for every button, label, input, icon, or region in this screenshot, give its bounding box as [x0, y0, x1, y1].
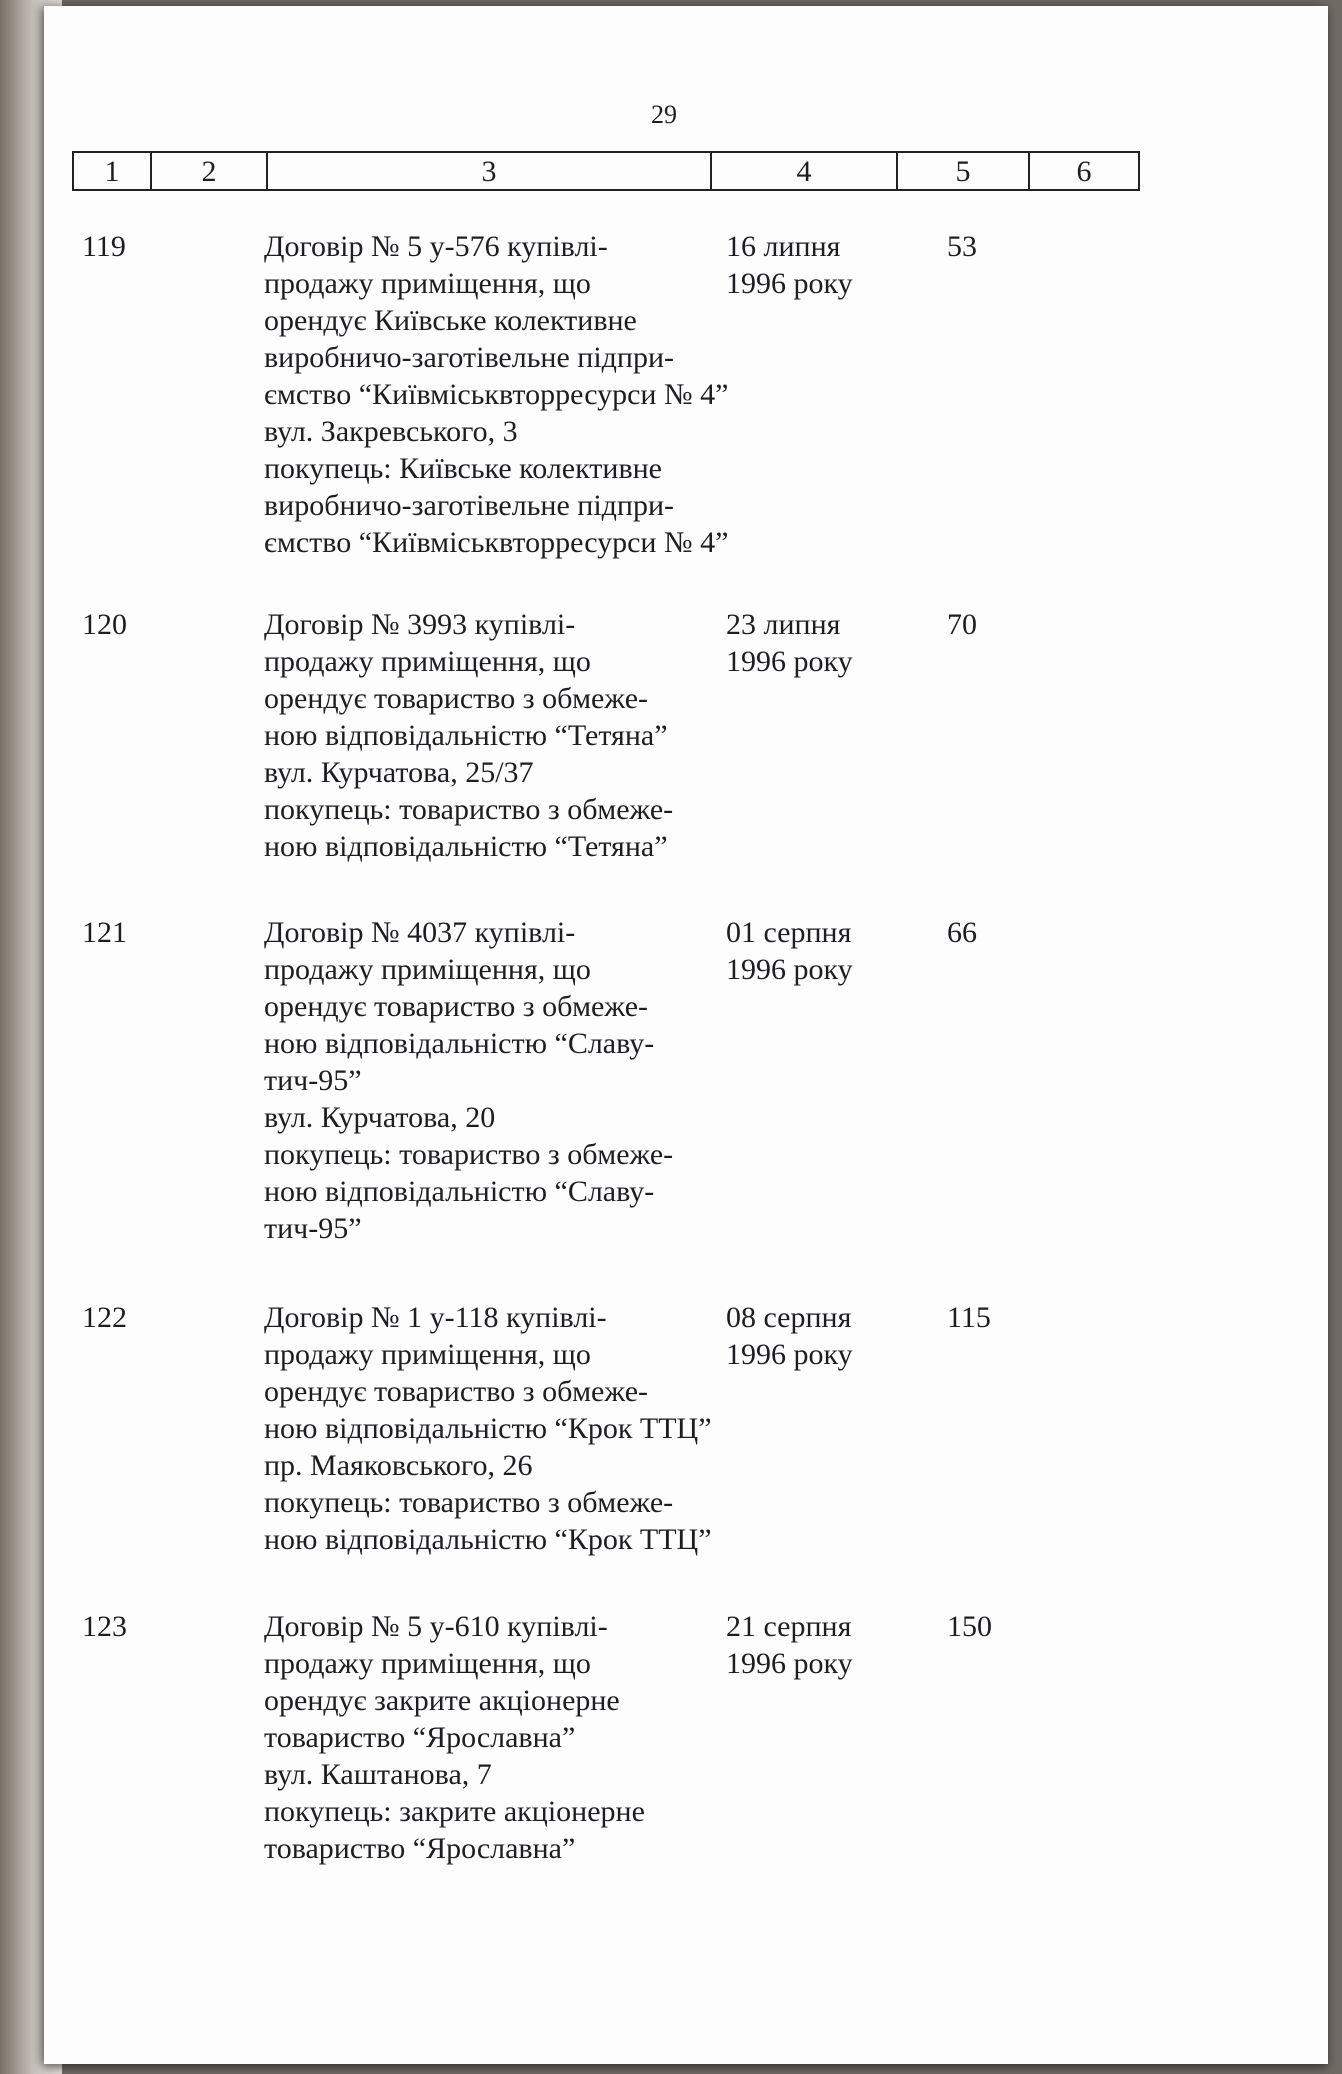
- row-date: [726, 1608, 906, 1682]
- document-page: [44, 6, 1328, 2064]
- column-header-4: 4: [712, 153, 898, 189]
- description-line: вул. Курчатова, 20: [264, 1101, 496, 1134]
- description-line: покупець: товариство з обмеже-: [264, 793, 674, 826]
- description-line: орендує товариство з обмеже-: [264, 1375, 649, 1408]
- description-line: ємство “Київміськвторресурси № 4”: [264, 526, 729, 559]
- row-col5-value: 115: [947, 1301, 991, 1334]
- description-line: продажу приміщення, що: [264, 645, 591, 678]
- row-description: [264, 1299, 804, 1558]
- description-line: покупець: товариство з обмеже-: [264, 1486, 674, 1519]
- description-line: ною відповідальністю “Крок ТТЦ”: [264, 1412, 712, 1445]
- date-line: 1996 року: [726, 645, 853, 678]
- row-date: [726, 914, 906, 988]
- row-date: [726, 228, 906, 302]
- description-line: товариство “Ярославна”: [264, 1832, 576, 1865]
- description-line: Договір № 4037 купівлі-: [264, 916, 576, 949]
- row-col5-value: 150: [947, 1610, 992, 1643]
- date-line: 1996 року: [726, 267, 853, 300]
- description-line: ною відповідальністю “Тетяна”: [264, 719, 668, 752]
- description-line: пр. Маяковського, 26: [264, 1449, 533, 1482]
- column-header-3: 3: [268, 153, 712, 189]
- description-line: виробничо-заготівельне підпри-: [264, 341, 675, 374]
- column-header-6: 6: [1076, 155, 1092, 188]
- row-description: [264, 914, 804, 1247]
- row-number: 119: [82, 230, 126, 263]
- description-line: ємство “Київміськвторресурси № 4”: [264, 378, 729, 411]
- description-line: вул. Каштанова, 7: [264, 1758, 492, 1791]
- date-line: 21 серпня: [726, 1610, 852, 1643]
- row-col5-value: 66: [947, 916, 977, 949]
- description-line: виробничо-заготівельне підпри-: [264, 489, 675, 522]
- description-line: покупець: товариство з обмеже-: [264, 1138, 674, 1171]
- description-line: орендує товариство з обмеже-: [264, 682, 649, 715]
- date-line: 23 липня: [726, 608, 841, 641]
- description-line: Договір № 3993 купівлі-: [264, 608, 576, 641]
- date-line: 1996 року: [726, 1647, 853, 1680]
- row-date: [726, 1299, 906, 1373]
- row-description: [264, 1608, 804, 1867]
- row-description: [264, 228, 804, 561]
- description-line: вул. Закревського, 3: [264, 415, 518, 448]
- row-description: [264, 606, 804, 865]
- description-line: тич-95”: [264, 1064, 362, 1097]
- row-col5-value: 70: [947, 608, 977, 641]
- description-line: покупець: закрите акціонерне: [264, 1795, 645, 1828]
- column-header-5: 5: [898, 153, 1030, 189]
- date-line: 1996 року: [726, 1338, 853, 1371]
- description-line: ною відповідальністю “Славу-: [264, 1027, 655, 1060]
- date-line: 01 серпня: [726, 916, 852, 949]
- description-line: Договір № 1 у-118 купівлі-: [264, 1301, 607, 1334]
- row-number: 122: [82, 1301, 127, 1334]
- description-line: орендує товариство з обмеже-: [264, 990, 649, 1023]
- description-line: ною відповідальністю “Крок ТТЦ”: [264, 1523, 712, 1556]
- description-line: вул. Курчатова, 25/37: [264, 756, 534, 789]
- description-line: орендує закрите акціонерне: [264, 1684, 620, 1717]
- row-number: 123: [82, 1610, 127, 1643]
- description-line: товариство “Ярославна”: [264, 1721, 576, 1754]
- description-line: тич-95”: [264, 1212, 362, 1245]
- row-number: 120: [82, 608, 127, 641]
- description-line: ною відповідальністю “Славу-: [264, 1175, 655, 1208]
- description-line: продажу приміщення, що: [264, 953, 591, 986]
- description-line: ною відповідальністю “Тетяна”: [264, 830, 668, 863]
- column-header-row: [72, 151, 1140, 191]
- date-line: 16 липня: [726, 230, 841, 263]
- description-line: Договір № 5 у-576 купівлі-: [264, 230, 608, 263]
- description-line: орендує Київське колективне: [264, 304, 637, 337]
- date-line: 1996 року: [726, 953, 853, 986]
- description-line: Договір № 5 у-610 купівлі-: [264, 1610, 608, 1643]
- description-line: продажу приміщення, що: [264, 1338, 591, 1371]
- row-number: 121: [82, 916, 127, 949]
- row-date: [726, 606, 906, 680]
- page-number: 29: [651, 100, 677, 129]
- description-line: покупець: Київське колективне: [264, 452, 662, 485]
- date-line: 08 серпня: [726, 1301, 852, 1334]
- column-header-2: 2: [152, 153, 268, 189]
- description-line: продажу приміщення, що: [264, 267, 591, 300]
- description-line: продажу приміщення, що: [264, 1647, 591, 1680]
- row-col5-value: 53: [947, 230, 977, 263]
- column-header-1: 1: [74, 153, 152, 189]
